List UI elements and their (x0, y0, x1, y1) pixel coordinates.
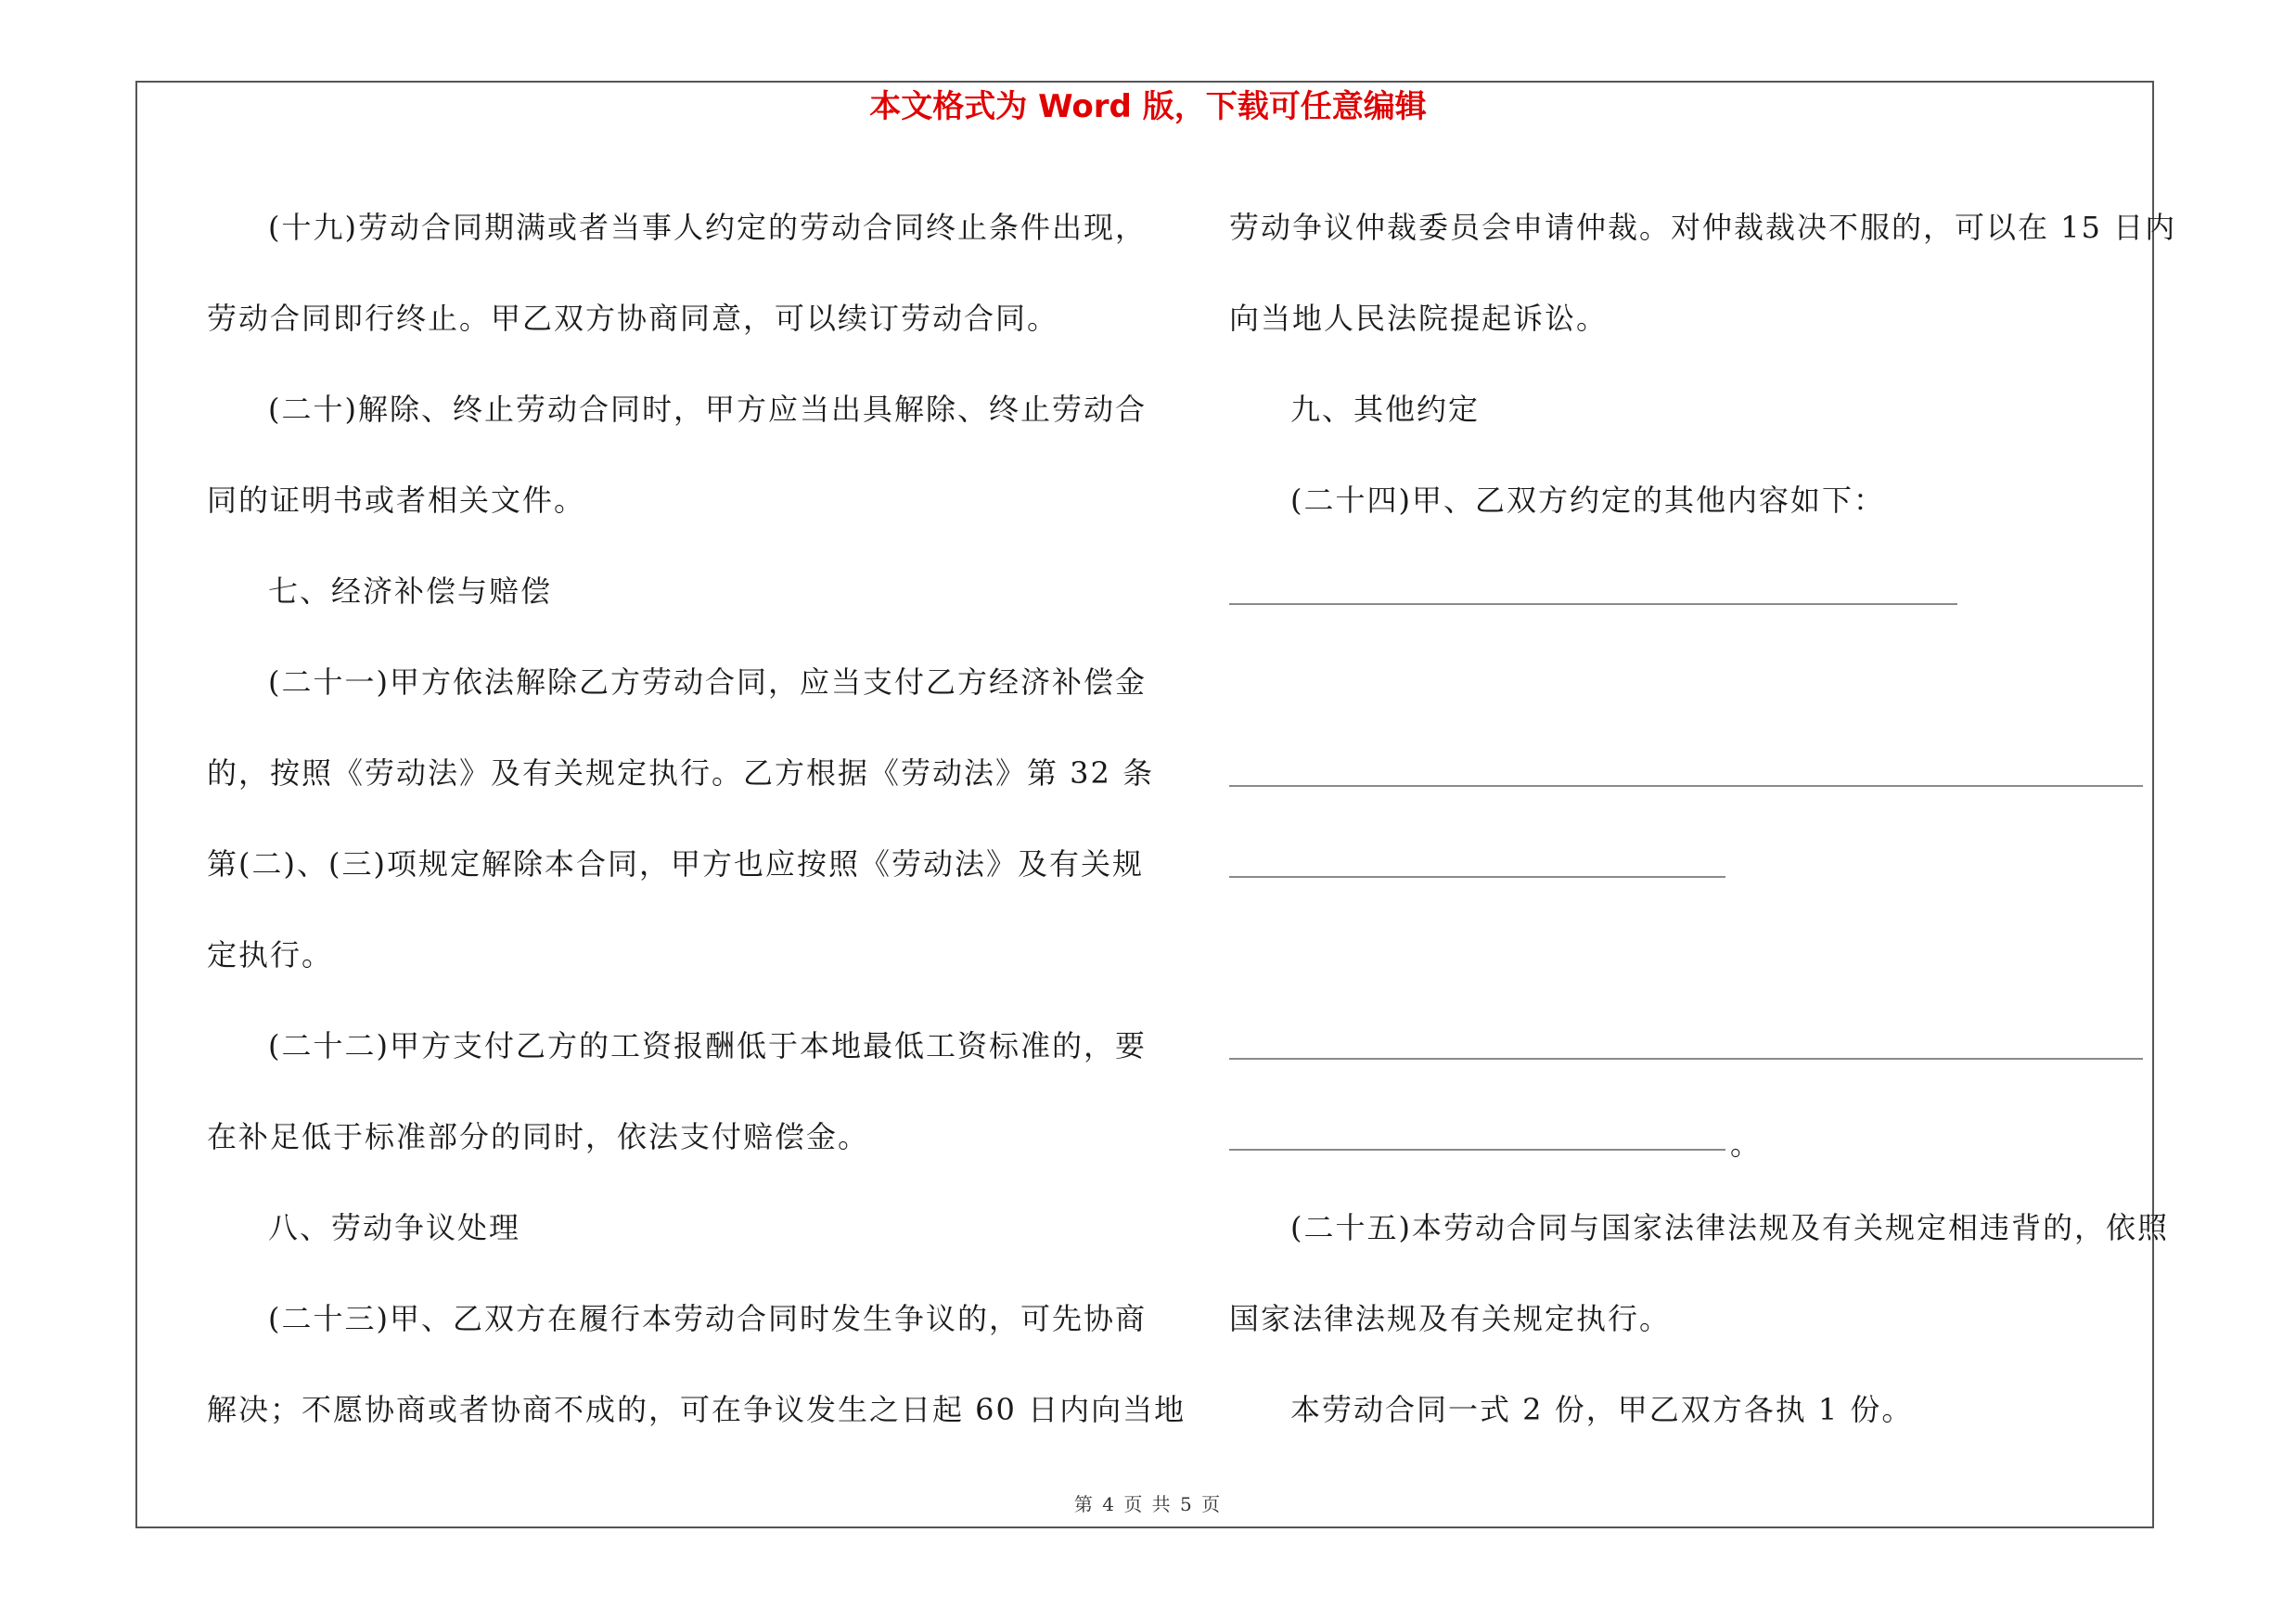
clause-23-line-2: 解决；不愿协商或者协商不成的，可在争议发生之日起 60 日内向当地 (207, 1392, 1186, 1427)
clause-25-line-2: 国家法律法规及有关规定执行。 (1229, 1301, 1672, 1336)
blank-rule (1229, 1149, 1725, 1151)
clause-23-line-4: 向当地人民法院提起诉讼。 (1229, 301, 1609, 336)
clause-22-line-1: (二十二)甲方支付乙方的工资报酬低于本地最低工资标准的，要 (268, 1028, 1147, 1063)
clause-21-line-3: 第(二)、(三)项规定解除本合同，甲方也应按照《劳动法》及有关规 (207, 846, 1144, 882)
clause-19-line-2: 劳动合同即行终止。甲乙双方协商同意，可以续订劳动合同。 (207, 301, 1059, 336)
left-column (207, 182, 1186, 1455)
copies-clause: 本劳动合同一式 2 份，甲乙双方各执 1 份。 (1290, 1392, 1914, 1427)
blank-spacer (1229, 637, 2157, 728)
section-7-heading: 七、经济补偿与赔偿 (268, 573, 553, 609)
clause-21-line-2: 的，按照《劳动法》及有关规定执行。乙方根据《劳动法》第 32 条 (207, 755, 1155, 791)
right-column (1229, 182, 2177, 1455)
blank-line-1 (1229, 546, 2157, 637)
blank-line-4 (1229, 1000, 2157, 1091)
section-9-heading: 九、其他约定 (1290, 392, 1481, 427)
clause-23-line-3: 劳动争议仲裁委员会申请仲裁。对仲裁裁决不服的，可以在 15 日内 (1229, 210, 2177, 245)
blank-rule (1229, 876, 1725, 878)
clause-25-line-1: (二十五)本劳动合同与国家法律法规及有关规定相违背的，依照 (1290, 1210, 2169, 1245)
format-banner: 本文格式为 Word 版，下载可任意编辑 (869, 88, 1427, 125)
blank-line-3 (1229, 818, 2157, 909)
blank-rule (1229, 785, 2143, 787)
clause-23-line-1: (二十三)甲、乙双方在履行本劳动合同时发生争议的，可先协商 (268, 1301, 1147, 1336)
page-number: 第 4 页 共 5 页 (1073, 1493, 1223, 1515)
clause-19-line-1: (十九)劳动合同期满或者当事人约定的劳动合同终止条件出现， (268, 210, 1147, 245)
blank-line-2 (1229, 728, 2157, 818)
blank-end-mark: 。 (1730, 1127, 1761, 1162)
blank-rule (1229, 603, 1957, 605)
clause-20-line-1: (二十)解除、终止劳动合同时，甲方应当出具解除、终止劳动合 (268, 392, 1147, 427)
blank-rule (1229, 1058, 2143, 1060)
blank-spacer (1229, 909, 2157, 1000)
clause-24: (二十四)甲、乙双方约定的其他内容如下： (1290, 483, 1885, 518)
clause-22-line-2: 在补足低于标准部分的同时，依法支付赔偿金。 (207, 1119, 870, 1154)
clause-21-line-1: (二十一)甲方依法解除乙方劳动合同，应当支付乙方经济补偿金 (268, 664, 1147, 700)
section-8-heading: 八、劳动争议处理 (268, 1210, 521, 1245)
clause-20-line-2: 同的证明书或者相关文件。 (207, 483, 586, 518)
clause-21-line-4: 定执行。 (207, 937, 334, 973)
blank-line-5 (1229, 1091, 2157, 1182)
